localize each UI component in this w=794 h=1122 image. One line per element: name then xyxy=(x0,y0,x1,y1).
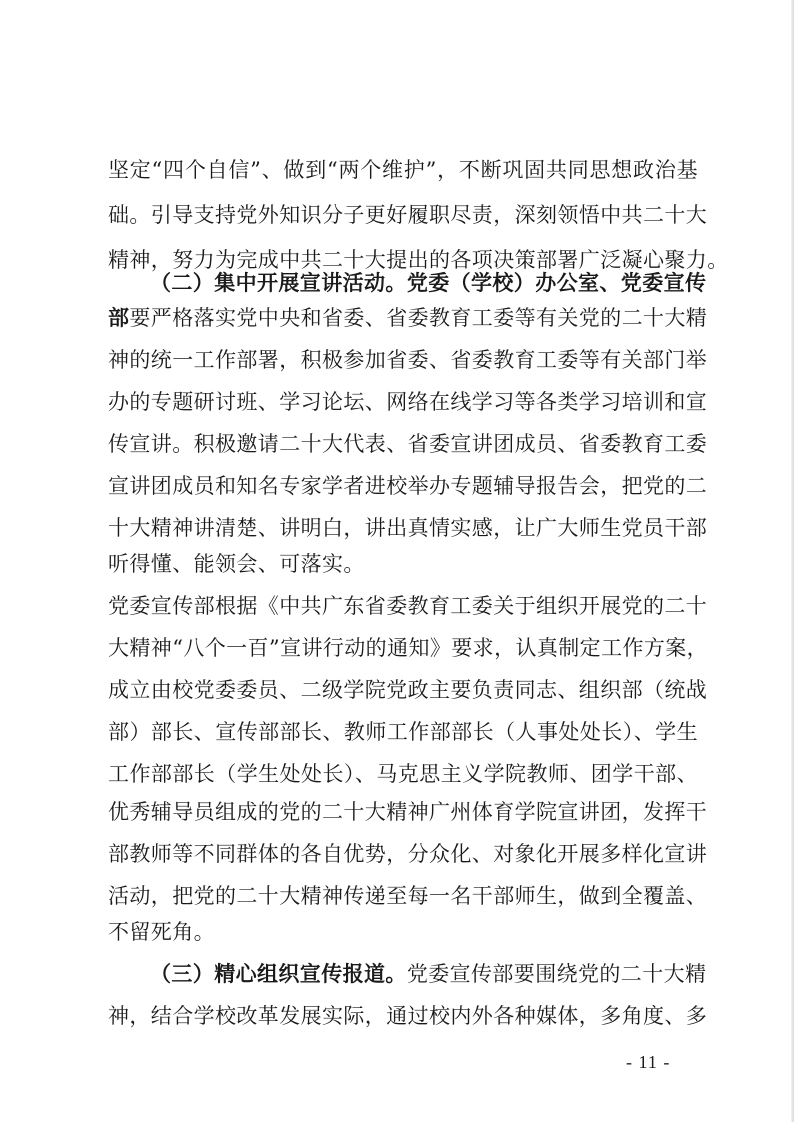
paragraph-1-line-3: 精神，努力为完成中共二十大提出的各项决策部署广泛凝心聚力。 xyxy=(108,248,729,272)
paragraph-2-line-7: 十大精神讲清楚、讲明白，讲出真情实感，让广大师生党员干部 xyxy=(108,516,708,540)
paragraph-2-line-2 xyxy=(108,298,708,338)
paragraph-3-line-9: 不留死角。 xyxy=(108,920,215,944)
paragraph-3-line-8: 活动，把党的二十大精神传递至每一名干部师生，做到全覆盖、 xyxy=(108,884,708,908)
paragraph-2-line-2-text: 要严格落实党中央和省委、省委教育工委等有关党的二十大精 xyxy=(129,306,708,330)
paragraph-4-line-1-text: 党委宣传部要围绕党的二十大精 xyxy=(406,962,707,986)
paragraph-3-line-4: 部）部长、宣传部部长、教师工作部部长（人事处处长）、学生 xyxy=(108,720,698,744)
paragraph-4-first-line xyxy=(150,954,707,994)
paragraph-2-line-3: 神的统一工作部署，积极参加省委、省委教育工委等有关部门举 xyxy=(108,348,708,372)
paragraph-4-heading: （三）精心组织宣传报道。 xyxy=(150,961,407,986)
paragraph-3-line-5: 工作部部长（学生处处长）、马克思主义学院教师、团学干部、 xyxy=(108,762,698,786)
paragraph-2-line-6: 宣讲团成员和知名专家学者进校举办专题辅导报告会，把党的二 xyxy=(108,474,708,498)
paragraph-2-bold-lead: 党委（学校）办公室、党委宣传 xyxy=(406,270,707,295)
paragraph-2-heading: （二）集中开展宣讲活动。 xyxy=(150,270,407,295)
paragraph-4-line-2: 神，结合学校改革发展实际，通过校内外各种媒体，多角度、多 xyxy=(108,1004,708,1028)
paragraph-2-line-4: 办的专题研讨班、学习论坛、网络在线学习等各类学习培训和宣 xyxy=(108,390,708,414)
paragraph-3-line-7: 部教师等不同群体的各自优势，分众化、对象化开展多样化宣讲 xyxy=(108,842,708,866)
paragraph-3-line-3: 成立由校党委委员、二级学院党政主要负责同志、组织部（统战 xyxy=(108,678,708,702)
paragraph-3-line-2: 大精神“八个一百”宣讲行动的通知》要求，认真制定工作方案， xyxy=(108,636,709,660)
paragraph-1-line-1: 坚定“四个自信”、做到“两个维护”，不断巩固共同思想政治基 xyxy=(108,158,698,182)
paragraph-2-first-line xyxy=(150,263,707,303)
paragraph-1-line-2: 础。引导支持党外知识分子更好履职尽责，深刻领悟中共二十大 xyxy=(108,203,708,227)
paragraph-2-line-8: 听得懂、能领会、可落实。 xyxy=(108,552,365,576)
paragraph-3-line-6: 优秀辅导员组成的党的二十大精神广州体育学院宣讲团，发挥干 xyxy=(108,800,708,824)
paragraph-3-line-1: 党委宣传部根据《中共广东省委教育工委关于组织开展党的二十 xyxy=(108,594,708,618)
paragraph-2-bold-lead-end: 部 xyxy=(108,305,130,330)
paragraph-2-line-5: 传宣讲。积极邀请二十大代表、省委宣讲团成员、省委教育工委 xyxy=(108,432,708,456)
page-number: - 11 - xyxy=(626,1052,671,1072)
